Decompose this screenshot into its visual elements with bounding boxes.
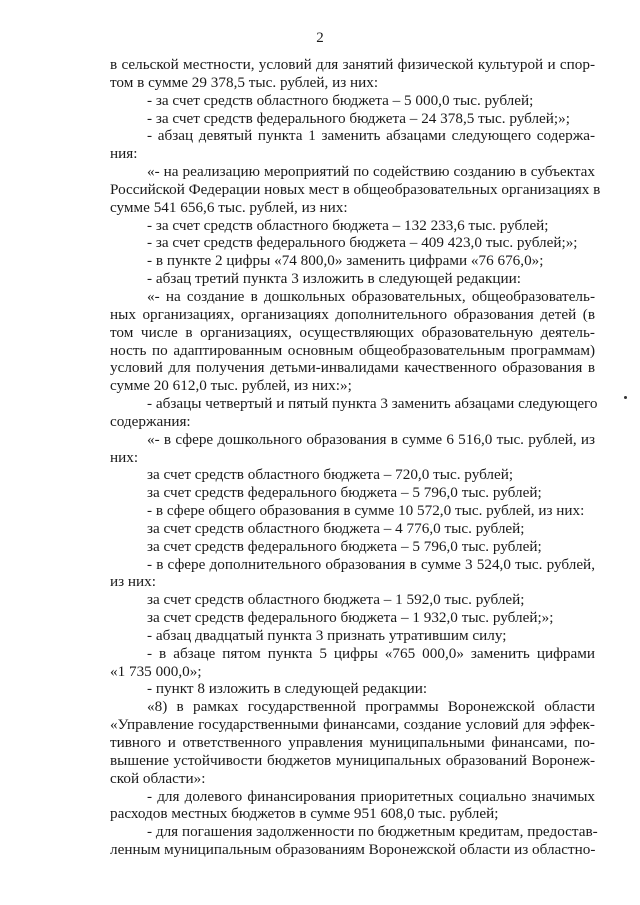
text-line: - абзац девятый пункта 1 заменить абзацами следующего содержа- (147, 127, 595, 145)
text-line: том в сумме 29 378,5 тыс. рублей, из них: (110, 73, 379, 91)
page-number: 2 (316, 30, 324, 46)
text-line: за счет средств областного бюджета – 720,0 тыс. рублей; (147, 466, 514, 484)
text-line: - за счет средств областного бюджета – 5 000,0 тыс. рублей; (147, 91, 534, 109)
text-line: условий для получения детьми-инвалидами качественного образования в (110, 359, 595, 377)
text-line: за счет средств федерального бюджета – 5 796,0 тыс. рублей; (147, 537, 542, 555)
text-line: ской области»: (110, 769, 206, 787)
text-line: них: (110, 448, 139, 466)
text-line: «- в сфере дошкольного образования в сумме 6 516,0 тыс. рублей, из (147, 430, 595, 448)
text-line: - за счет средств федерального бюджета – 24 378,5 тыс. рублей;»; (147, 109, 570, 127)
text-line: «8) в рамках государственной программы Воронежской области (147, 698, 595, 716)
text-line: - абзац двадцатый пункта 3 признать утратившим силу; (147, 626, 507, 644)
text-line: - абзацы четвертый и пятый пункта 3 заменить абзацами следующего (147, 395, 598, 412)
text-line: за счет средств областного бюджета – 1 592,0 тыс. рублей; (147, 591, 525, 609)
text-line: - за счет средств федерального бюджета – 409 423,0 тыс. рублей;»; (147, 234, 578, 252)
text-line: - для долевого финансирования приоритетных социально значимых (147, 787, 595, 805)
text-line: - в пункте 2 цифры «74 800,0» заменить цифрами «76 676,0»; (147, 252, 544, 270)
text-line: - в абзаце пятом пункта 5 цифры «765 000,0» заменить цифрами (147, 644, 595, 662)
text-line: ленным муниципальным образованиям Воронежской области из областно- (110, 841, 596, 858)
text-line: ность по адаптированным основным общеобразовательным программам) (110, 341, 595, 359)
text-line: сумме 20 612,0 тыс. рублей, из них:»; (110, 377, 352, 395)
text-line: - в сфере дополнительного образования в сумме 3 524,0 тыс. рублей, (147, 555, 595, 573)
text-line: расходов местных бюджетов в сумме 951 608,0 тыс. рублей; (110, 805, 499, 823)
text-line: за счет средств федерального бюджета – 1 932,0 тыс. рублей;»; (147, 609, 554, 627)
text-line: за счет средств областного бюджета – 4 776,0 тыс. рублей; (147, 519, 525, 537)
text-line: ных организациях, организациях дополнительного образования детей (в (110, 305, 595, 323)
text-line: «- на создание в дошкольных образовательных, общеобразователь- (147, 287, 595, 305)
text-line: - пункт 8 изложить в следующей редакции: (147, 680, 428, 698)
text-line: «Управление государственными финансами, создание условий для эффек- (110, 716, 595, 734)
text-line: - за счет средств областного бюджета – 132 233,6 тыс. рублей; (147, 216, 549, 234)
text-line: ния: (110, 145, 138, 163)
text-line: содержания: (110, 412, 191, 430)
text-line: тивного и ответственного управления муниципальными финансами, по- (110, 734, 595, 751)
text-line: вышение устойчивости бюджетов муниципальных образований Воронеж- (110, 751, 595, 769)
text-line: - для погашения задолженности по бюджетным кредитам, предостав- (147, 823, 598, 841)
text-line: «1 735 000,0»; (110, 662, 202, 680)
text-line: за счет средств федерального бюджета – 5 796,0 тыс. рублей; (147, 484, 542, 502)
text-line: том числе в организациях, осуществляющих образовательную деятель- (110, 323, 595, 341)
text-line: - абзац третий пункта 3 изложить в следующей редакции: (147, 270, 521, 288)
scan-speck (624, 396, 627, 399)
text-line: сумме 541 656,6 тыс. рублей, из них: (110, 198, 348, 216)
text-line: Российской Федерации новых мест в общеобразовательных организациях в (110, 180, 601, 198)
text-line: в сельской местности, условий для занятий физической культурой и спор- (110, 56, 595, 73)
text-line: «- на реализацию мероприятий по содействию созданию в субъектах (147, 163, 595, 180)
text-line: из них: (110, 573, 156, 591)
text-line: - в сфере общего образования в сумме 10 572,0 тыс. рублей, из них: (147, 502, 585, 519)
